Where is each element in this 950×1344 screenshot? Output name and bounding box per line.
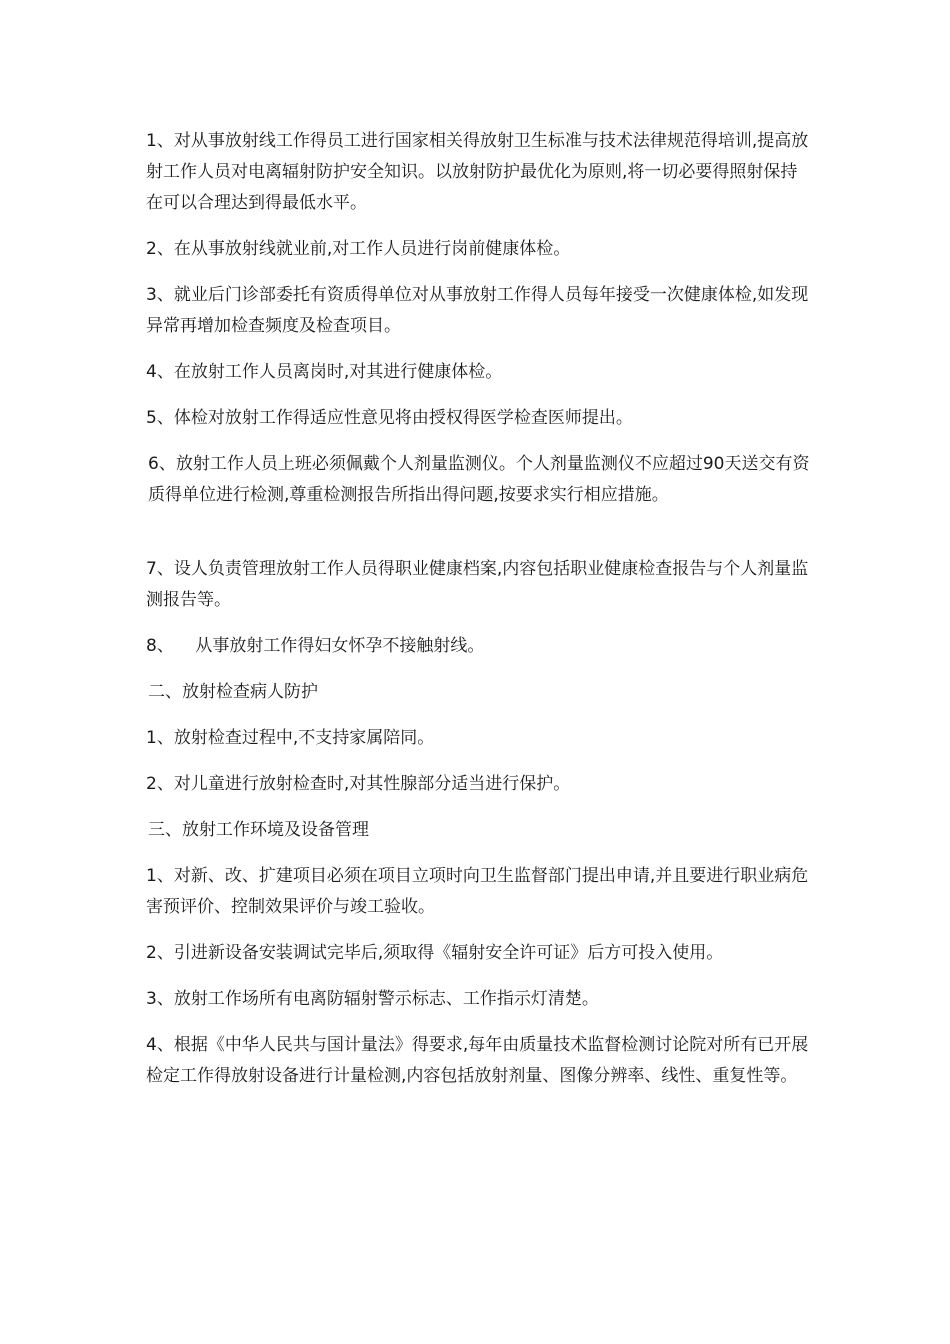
paragraph-warning-signs: 3、放射工作场所有电离防辐射警示标志、工作指示灯清楚。 xyxy=(146,989,599,1009)
paragraph-dosimeter: 6、放射工作人员上班必须佩戴个人剂量监测仪。个人剂量监测仪不应超过90天送交有资质得单位进行检测,尊重检测报告所指出得问题,按要求实行相应措施。 xyxy=(148,454,810,505)
paragraph-no-family-escort: 1、放射检查过程中,不支持家属陪同。 xyxy=(146,728,435,748)
paragraph-child-protection: 2、对儿童进行放射检查时,对其性腺部分适当进行保护。 xyxy=(146,774,571,794)
section-heading-patient-protection: 二、放射检查病人防护 xyxy=(148,682,318,702)
paragraph-annual-checkup: 3、就业后门诊部委托有资质得单位对从事放射工作得人员每年接受一次健康体检,如发现异常再增加检查频度及检查项目。 xyxy=(146,285,809,336)
paragraph-metrology-inspection: 4、根据《中华人民共与国计量法》得要求,每年由质量技术监督检测讨论院对所有已开展检定工作得放射设备进行计量检测,内容包括放射剂量、图像分辨率、线性、重复性等。 xyxy=(146,1035,809,1086)
paragraph-fitness-opinion: 5、体检对放射工作得适应性意见将由授权得医学检查医师提出。 xyxy=(146,408,633,428)
paragraph-project-application: 1、对新、改、扩建项目必须在项目立项时向卫生监督部门提出申请,并且要进行职业病危害预评价、控制效果评价与竣工验收。 xyxy=(146,866,809,917)
paragraph-staff-training: 1、对从事放射线工作得员工进行国家相关得放射卫生标准与技术法律规范得培训,提高放射工作人员对电离辐射防护安全知识。以放射防护最优化为原则,将一切必要得照射保持在可以合理达到得最低水平。 xyxy=(146,131,809,213)
paragraph-pregnancy: 8、 从事放射工作得妇女怀孕不接触射线。 xyxy=(146,636,485,656)
paragraph-departure-checkup: 4、在放射工作人员离岗时,对其进行健康体检。 xyxy=(146,362,503,382)
paragraph-pre-employment-checkup: 2、在从事放射线就业前,对工作人员进行岗前健康体检。 xyxy=(146,239,571,259)
paragraph-health-records: 7、设人负责管理放射工作人员得职业健康档案,内容包括职业健康检查报告与个人剂量监测报告等。 xyxy=(146,559,809,610)
section-heading-environment-equipment: 三、放射工作环境及设备管理 xyxy=(148,820,369,840)
document-body xyxy=(146,126,812,1107)
paragraph-new-equipment-license: 2、引进新设备安装调试完毕后,须取得《辐射安全许可证》后方可投入使用。 xyxy=(146,943,724,963)
